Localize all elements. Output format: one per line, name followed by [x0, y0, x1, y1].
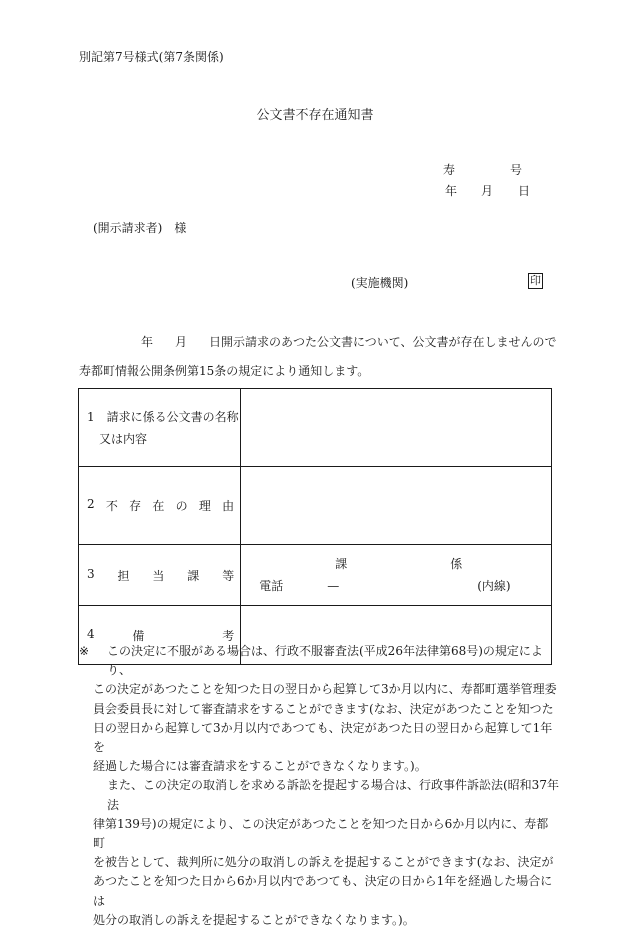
note-line: 員会委員長に対して審査請求をすることができます(なお、決定があつたことを知つた — [93, 701, 554, 716]
row3-num: 3 — [87, 566, 95, 581]
note-paragraph-1 — [79, 642, 559, 776]
table-row — [79, 389, 552, 467]
row3-label-text — [87, 567, 240, 584]
row2-char: の — [175, 499, 188, 513]
row3-char: 当 — [152, 568, 165, 583]
row2-char: 在 — [152, 499, 165, 513]
phone-line — [241, 575, 551, 597]
note-line: 経過した場合には審査請求をすることができなくなります。)。 — [93, 759, 427, 774]
intro-year: 年 — [141, 335, 154, 349]
notes-section — [79, 642, 559, 930]
row2-label-text — [87, 497, 240, 514]
seal-stamp: 印 — [530, 274, 541, 287]
requester-line: (開示請求者) 様 — [93, 221, 187, 235]
date-day-label: 日 — [518, 184, 531, 198]
intro-line-2: 寿都町情報公開条例第15条の規定により通知します。 — [79, 364, 370, 378]
row1-value-cell[interactable] — [241, 389, 552, 467]
note-line: 処分の取消しの訴えを提起することができなくなります。)。 — [93, 912, 415, 927]
info-table — [78, 388, 552, 665]
row4-char: 備 — [132, 628, 145, 643]
phone-label: 電話 — [259, 579, 284, 593]
row1-label-line1: 1 請求に係る公文書の名称 — [87, 409, 239, 424]
row2-label — [79, 467, 241, 545]
note-line: この決定があつたことを知つた日の翌日から起算して3か月以内に、寿都町選挙管理委 — [93, 682, 557, 697]
note-mark: ※ — [79, 644, 90, 658]
row1-label — [79, 389, 241, 467]
table-row — [79, 545, 552, 606]
form-label: 別記第7号様式(第7条関係) — [79, 50, 224, 64]
row4-char: 考 — [222, 628, 235, 643]
note-line: 律第139号)の規定により、この決定があつたことを知つた日から6か月以内に、寿都町 — [93, 816, 549, 851]
note-paragraph-2 — [79, 776, 559, 930]
row3-char: 等 — [222, 568, 235, 583]
row2-char: 理 — [198, 499, 211, 513]
dept-ka-label: 課 — [335, 557, 348, 571]
row3-value-cell[interactable] — [241, 545, 552, 606]
agency-label: (実施機関) — [351, 276, 409, 290]
row3-char: 担 — [117, 568, 130, 583]
row4-label-text — [87, 627, 240, 644]
note-line: また、この決定の取消しを求める訴訟を提起する場合は、行政事件訴訟法(昭和37年法 — [107, 778, 559, 812]
row2-char: 由 — [222, 499, 235, 513]
note-line: 日の翌日から起算して3か月以内であつても、決定があつた日の翌日から起算して1年を — [93, 720, 553, 755]
row2-char: 不 — [105, 499, 118, 513]
note-line: を被告として、裁判所に処分の取消しの訴えを提起することができます(なお、決定が — [93, 855, 554, 870]
row3-label — [79, 545, 241, 606]
doc-number-suffix: 号 — [510, 163, 523, 177]
note-line: あつたことを知つた日から6か月以内であつても、決定の日から1年を経過した場合には — [93, 874, 553, 908]
intro-month: 月 — [175, 335, 188, 349]
note-line: この決定に不服がある場合は、行政不服審査法(平成26年法律第68号)の規定により、 — [107, 644, 543, 678]
dept-line — [241, 553, 551, 575]
doc-number-prefix: 寿 — [443, 163, 456, 177]
row3-char: 課 — [187, 568, 200, 583]
date-year-label: 年 — [445, 184, 458, 198]
row2-num: 2 — [87, 497, 95, 511]
extension-label: (内線) — [477, 579, 511, 593]
page-title: 公文書不存在通知書 — [256, 108, 374, 123]
row2-char: 存 — [129, 499, 142, 513]
row2-value-cell[interactable] — [241, 467, 552, 545]
dept-kakari-label: 係 — [450, 557, 463, 571]
phone-dash: — — [327, 579, 340, 593]
table-row — [79, 467, 552, 545]
date-month-label: 月 — [481, 184, 494, 198]
row4-num: 4 — [87, 626, 95, 641]
row1-label-line2: 又は内容 — [99, 431, 148, 446]
intro-line-1-text: 日開示請求のあつた公文書について、公文書が存在しませんので — [209, 335, 557, 349]
